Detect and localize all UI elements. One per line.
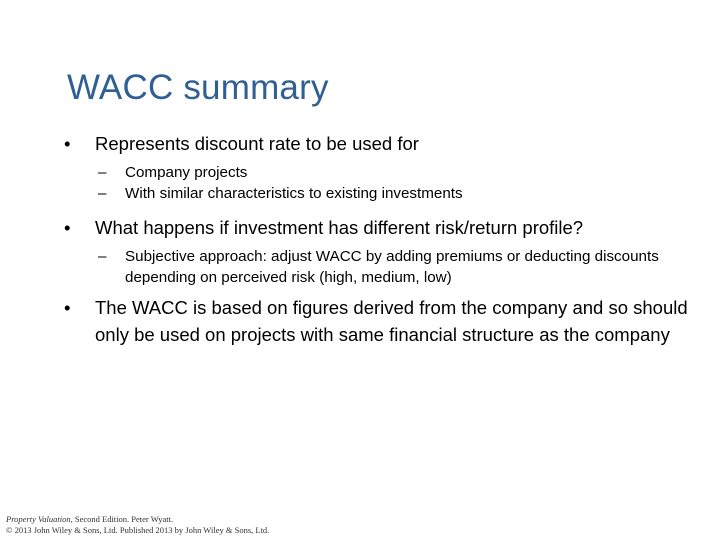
footer-book-line xyxy=(6,514,269,525)
sub-bullet-item xyxy=(64,183,688,204)
bullet-marker: • xyxy=(64,217,71,238)
sub-bullet-marker: – xyxy=(98,185,107,202)
footer-credit xyxy=(6,514,269,535)
bullet-marker: • xyxy=(64,297,71,318)
sub-list xyxy=(64,246,688,288)
bullet-group-discount-rate xyxy=(64,132,688,204)
sub-bullet-text: Subjective approach: adjust WACC by adding premiums or deducting discounts depending on perceived risk (high, medium, low) xyxy=(125,248,659,286)
bullet-item xyxy=(64,295,688,348)
bullet-item xyxy=(64,216,688,240)
slide-title: WACC summary xyxy=(67,68,329,107)
sub-bullet-item xyxy=(64,246,688,288)
bullet-group-financial-structure xyxy=(64,295,688,348)
bullet-text: What happens if investment has different risk/return profile? xyxy=(95,217,584,238)
bullet-group-risk-profile xyxy=(64,216,688,288)
sub-bullet-marker: – xyxy=(98,248,107,265)
sub-bullet-item xyxy=(64,162,688,183)
bullet-text: Represents discount rate to be used for xyxy=(95,133,419,154)
footer-book-edition: , Second Edition. Peter Wyatt. xyxy=(70,514,174,524)
sub-bullet-text: With similar characteristics to existing investments xyxy=(125,185,463,202)
footer-book-title: Property Valuation xyxy=(6,514,71,524)
sub-bullet-marker: – xyxy=(98,164,107,181)
sub-bullet-text: Company projects xyxy=(125,164,248,181)
bullet-item xyxy=(64,132,688,156)
bullet-marker: • xyxy=(64,133,71,154)
bullet-text: The WACC is based on figures derived from the company and so should only be used on projects with same financial structure as the company xyxy=(95,297,688,345)
footer-copyright: © 2013 John Wiley & Sons, Ltd. Published 2013 by John Wiley & Sons, Ltd. xyxy=(6,524,270,535)
sub-list xyxy=(64,162,688,204)
